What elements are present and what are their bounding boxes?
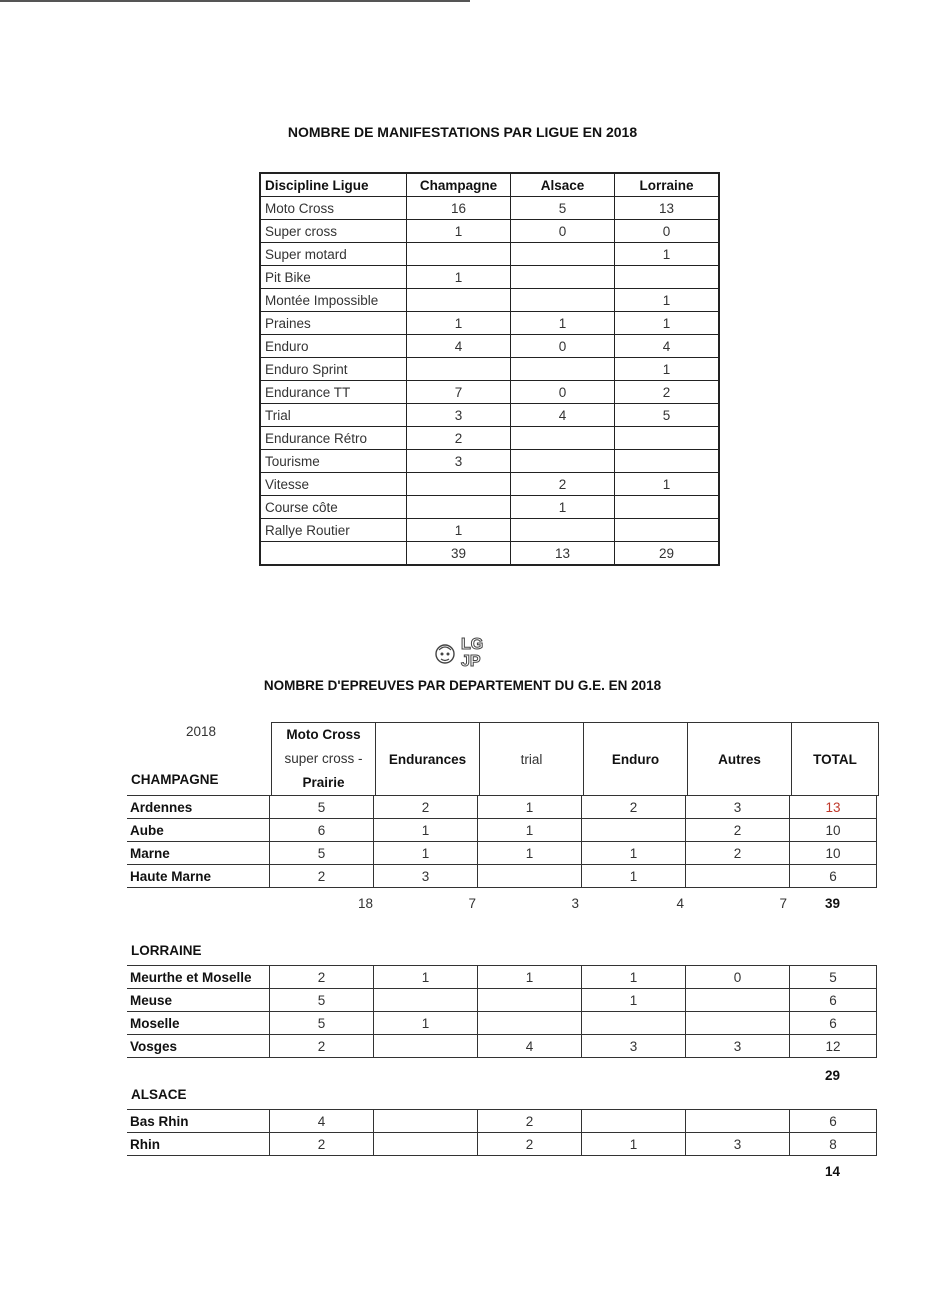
cell: 1 — [582, 1133, 686, 1156]
lorraine-label: LORRAINE — [131, 943, 202, 958]
alsace-table — [127, 1109, 877, 1156]
cell — [686, 1110, 790, 1133]
cell: Moto Cross — [260, 197, 407, 220]
cell: 1 — [407, 266, 511, 289]
table-row — [127, 1133, 877, 1156]
cell: Praines — [260, 312, 407, 335]
cell: 4 — [511, 404, 615, 427]
total-champagne: 39 — [407, 542, 511, 566]
cell: 2 — [407, 427, 511, 450]
cell: 2 — [686, 819, 790, 842]
cell-total: 10 — [790, 819, 877, 842]
cell: 13 — [615, 197, 720, 220]
cell: Pit Bike — [260, 266, 407, 289]
table-row — [127, 966, 877, 989]
cell: 1 — [582, 842, 686, 865]
dept-name: Meuse — [127, 989, 270, 1012]
cell-total: 6 — [790, 1110, 877, 1133]
cell — [478, 989, 582, 1012]
totals-row — [260, 542, 719, 566]
table-row — [260, 496, 719, 519]
cell — [615, 450, 720, 473]
cell-total: 10 — [790, 842, 877, 865]
header-line: Prairie — [302, 775, 345, 790]
header-autres: Autres — [688, 723, 792, 796]
lorraine-table — [127, 965, 877, 1058]
cell — [511, 450, 615, 473]
cell — [582, 819, 686, 842]
cell: Enduro — [260, 335, 407, 358]
cell: 1 — [582, 865, 686, 888]
table-header-row — [260, 173, 719, 197]
cell: 4 — [407, 335, 511, 358]
cell — [686, 989, 790, 1012]
cell — [407, 496, 511, 519]
cell — [511, 427, 615, 450]
cell: 1 — [582, 989, 686, 1012]
cell: 5 — [270, 1012, 374, 1035]
champagne-totals — [0, 896, 925, 916]
cell: 5 — [270, 796, 374, 819]
cell: Rallye Routier — [260, 519, 407, 542]
table-row — [127, 1035, 877, 1058]
cell: Course côte — [260, 496, 407, 519]
total-alsace-sum: 14 — [824, 1164, 840, 1179]
cell: Enduro Sprint — [260, 358, 407, 381]
table-row — [260, 427, 719, 450]
cell: 1 — [407, 312, 511, 335]
cell — [374, 989, 478, 1012]
cell: 3 — [582, 1035, 686, 1058]
manifestations-table — [259, 172, 720, 566]
header-motocross — [272, 723, 376, 796]
champagne-table — [127, 795, 877, 888]
cell: 1 — [478, 842, 582, 865]
header-line: super cross - — [284, 751, 363, 766]
table-row — [260, 381, 719, 404]
cell — [511, 266, 615, 289]
cell — [478, 865, 582, 888]
cell — [511, 289, 615, 312]
cell: 4 — [615, 335, 720, 358]
cell: 1 — [582, 966, 686, 989]
cell — [407, 289, 511, 312]
cell: 2 — [615, 381, 720, 404]
table-row — [260, 312, 719, 335]
cell: 2 — [270, 865, 374, 888]
logo-text-bottom: JP — [461, 653, 481, 670]
cell: 2 — [511, 473, 615, 496]
cell — [511, 243, 615, 266]
cell: 1 — [407, 220, 511, 243]
cell — [615, 519, 720, 542]
cell: Vitesse — [260, 473, 407, 496]
cell: 1 — [615, 473, 720, 496]
cell: Montée Impossible — [260, 289, 407, 312]
dept-name: Meurthe et Moselle — [127, 966, 270, 989]
cell-total: 12 — [790, 1035, 877, 1058]
table-row — [260, 450, 719, 473]
cell: 16 — [407, 197, 511, 220]
cell — [615, 266, 720, 289]
cell: 1 — [374, 966, 478, 989]
cell: 5 — [270, 989, 374, 1012]
total-enduro: 4 — [676, 896, 684, 911]
cell: 1 — [374, 1012, 478, 1035]
table-row — [260, 197, 719, 220]
cell: Endurance TT — [260, 381, 407, 404]
header-alsace: Alsace — [511, 173, 615, 197]
cell: 5 — [511, 197, 615, 220]
header-trial: trial — [480, 723, 584, 796]
dept-name: Marne — [127, 842, 270, 865]
cell — [374, 1035, 478, 1058]
total-trial: 3 — [571, 896, 579, 911]
cell: 3 — [686, 796, 790, 819]
dept-name: Haute Marne — [127, 865, 270, 888]
table-row — [260, 243, 719, 266]
cell: 1 — [478, 819, 582, 842]
cell: 1 — [615, 289, 720, 312]
table-row — [127, 842, 877, 865]
cell — [615, 496, 720, 519]
cell: Super cross — [260, 220, 407, 243]
cell: 1 — [478, 796, 582, 819]
table-row — [127, 1110, 877, 1133]
total-endurances: 7 — [468, 896, 476, 911]
cell: 1 — [407, 519, 511, 542]
cell — [374, 1133, 478, 1156]
cell: 4 — [478, 1035, 582, 1058]
cell — [407, 243, 511, 266]
cell: 7 — [407, 381, 511, 404]
table1-title: NOMBRE DE MANIFESTATIONS PAR LIGUE EN 2018 — [287, 124, 638, 140]
cell: 0 — [615, 220, 720, 243]
cell: Super motard — [260, 243, 407, 266]
cell: 0 — [511, 381, 615, 404]
cell: 1 — [511, 496, 615, 519]
header-total: TOTAL — [792, 723, 879, 796]
lgjp-logo — [433, 634, 495, 674]
cell: 2 — [374, 796, 478, 819]
total-lorraine-sum: 29 — [824, 1068, 840, 1083]
table-row — [260, 266, 719, 289]
dept-name: Vosges — [127, 1035, 270, 1058]
cell: Endurance Rétro — [260, 427, 407, 450]
header-champagne: Champagne — [407, 173, 511, 197]
table-row — [260, 358, 719, 381]
cell-total: 8 — [790, 1133, 877, 1156]
cell: 4 — [270, 1110, 374, 1133]
cell: 2 — [686, 842, 790, 865]
total-motocross: 18 — [357, 896, 373, 911]
total-lorraine: 29 — [615, 542, 720, 566]
table-row — [260, 289, 719, 312]
cell — [260, 542, 407, 566]
alsace-label: ALSACE — [131, 1087, 187, 1102]
cell: 1 — [615, 243, 720, 266]
cell: 1 — [615, 358, 720, 381]
cell: 3 — [686, 1133, 790, 1156]
header-endurances: Endurances — [376, 723, 480, 796]
cell — [615, 427, 720, 450]
cell: 0 — [511, 335, 615, 358]
table-row — [260, 220, 719, 243]
table-row — [127, 1012, 877, 1035]
cell: Tourisme — [260, 450, 407, 473]
cell — [582, 1012, 686, 1035]
header-discipline: Discipline Ligue — [260, 173, 407, 197]
table-row — [260, 335, 719, 358]
cell: 0 — [686, 966, 790, 989]
cell-total: 6 — [790, 989, 877, 1012]
cell: 2 — [270, 966, 374, 989]
total-alsace: 13 — [511, 542, 615, 566]
header-enduro: Enduro — [584, 723, 688, 796]
cell: 2 — [270, 1035, 374, 1058]
cell: 2 — [478, 1110, 582, 1133]
cell: 1 — [374, 819, 478, 842]
table2-header — [271, 722, 879, 796]
cell: 1 — [615, 312, 720, 335]
cell — [374, 1110, 478, 1133]
dept-name: Aube — [127, 819, 270, 842]
cell: 3 — [407, 404, 511, 427]
cell: 1 — [478, 966, 582, 989]
dept-name: Ardennes — [127, 796, 270, 819]
cell: 1 — [374, 842, 478, 865]
cell: 2 — [582, 796, 686, 819]
total-autres: 7 — [779, 896, 787, 911]
cell — [407, 358, 511, 381]
table-row — [127, 865, 877, 888]
cell-total: 13 — [790, 796, 877, 819]
cell — [478, 1012, 582, 1035]
cell: 3 — [374, 865, 478, 888]
table2-title: NOMBRE D'EPREUVES PAR DEPARTEMENT DU G.E. EN 2018 — [263, 678, 662, 693]
header-line: Moto Cross — [286, 727, 361, 742]
cell-total: 6 — [790, 1012, 877, 1035]
table-row — [127, 989, 877, 1012]
cell: 5 — [615, 404, 720, 427]
cell: 3 — [407, 450, 511, 473]
dept-name: Moselle — [127, 1012, 270, 1035]
cell: 2 — [270, 1133, 374, 1156]
dept-name: Bas Rhin — [127, 1110, 270, 1133]
year-label: 2018 — [186, 724, 217, 739]
cell: 2 — [478, 1133, 582, 1156]
header-lorraine: Lorraine — [615, 173, 720, 197]
logo-text-top: LG — [461, 636, 484, 653]
cell — [511, 519, 615, 542]
table-row — [127, 796, 877, 819]
champagne-label: CHAMPAGNE — [131, 772, 219, 787]
cell-total: 5 — [790, 966, 877, 989]
cell — [511, 358, 615, 381]
cell — [407, 473, 511, 496]
cell — [686, 1012, 790, 1035]
cell: Trial — [260, 404, 407, 427]
table-row — [127, 819, 877, 842]
table-row — [260, 473, 719, 496]
cell — [582, 1110, 686, 1133]
cell: 5 — [270, 842, 374, 865]
cell: 6 — [270, 819, 374, 842]
cell — [686, 865, 790, 888]
total-champagne-sum: 39 — [824, 896, 840, 911]
cell: 0 — [511, 220, 615, 243]
dept-name: Rhin — [127, 1133, 270, 1156]
cell: 1 — [511, 312, 615, 335]
cell: 3 — [686, 1035, 790, 1058]
top-scan-line — [0, 0, 470, 2]
table-row — [260, 519, 719, 542]
table-row — [260, 404, 719, 427]
cell-total: 6 — [790, 865, 877, 888]
